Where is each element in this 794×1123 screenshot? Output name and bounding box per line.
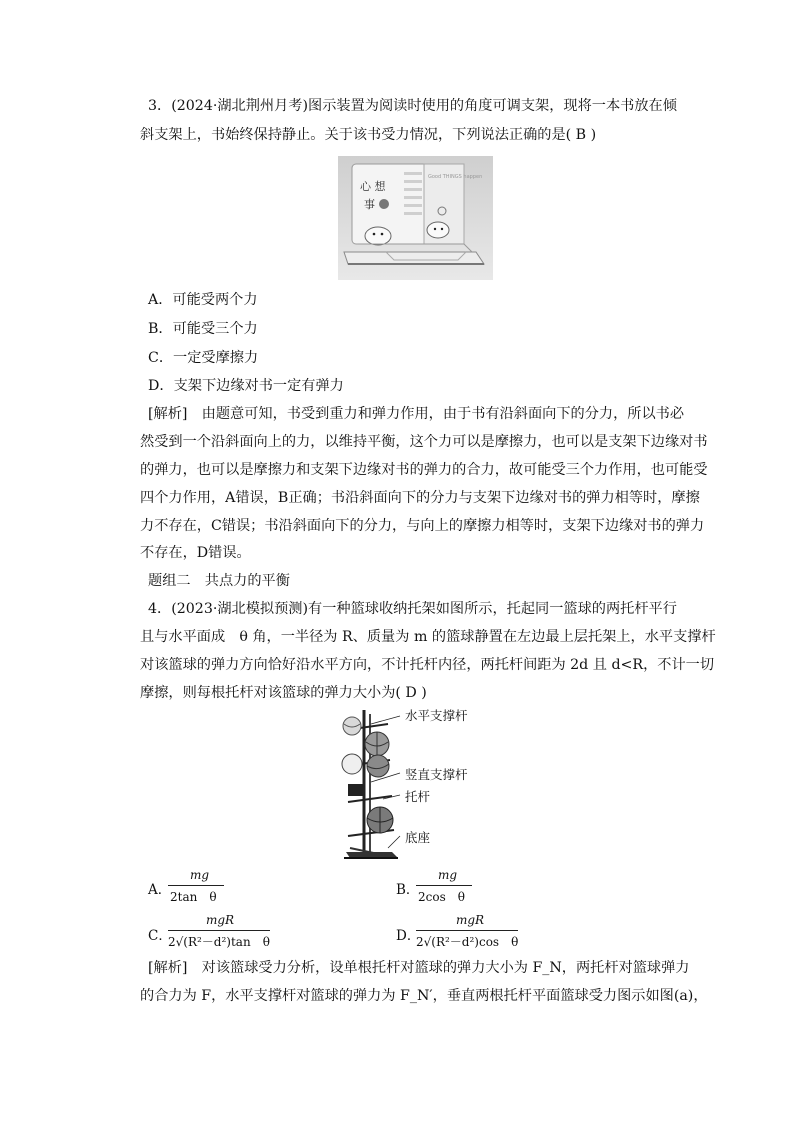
q4-option-a-fraction-bar [168, 885, 224, 886]
q3-analysis-line-6: 不存在，D错误。 [140, 545, 251, 561]
q4-option-b-denominator: 2cos θ [418, 890, 465, 904]
q4-option-b-prefix: B． [396, 882, 420, 898]
q3-analysis-line-3: 的弹力，也可以是摩擦力和支架下边缘对书的弹力的合力，故可能受三个力作用，也可能受 [140, 462, 708, 478]
q4-analysis-line-1: [解析] 对该篮球受力分析，设单根托杆对篮球的弹力大小为 F_N，两托杆对篮球弹力 [148, 960, 690, 976]
q4-option-b-fraction-bar [416, 885, 472, 886]
q4-option-c-denominator: 2√(R²－d²)tan θ [168, 935, 270, 949]
q4-option-b-numerator: mg [438, 868, 458, 882]
label-horizontal-rod: 水平支撑杆 [405, 708, 468, 723]
q4-option-d-fraction-bar [416, 930, 518, 931]
q4-stem-line-2: 且与水平面成 θ 角，一半径为 R、质量为 m 的篮球静置在左边最上层托架上，水平支撑杆 [140, 629, 716, 645]
q4-stem-line-3: 对该篮球的弹力方向恰好沿水平方向，不计托杆内径，两托杆间距为 2d 且 d<R，不计一切 [140, 657, 715, 673]
q4-option-a-numerator: mg [190, 868, 210, 882]
q3-option-b: B．可能受三个力 [148, 321, 258, 337]
q3-analysis-line-5: 力不存在，C错误；书沿斜面向下的分力，与向上的摩擦力相等时，支架下边缘对书的弹力 [140, 518, 705, 534]
section-heading: 题组二 共点力的平衡 [148, 573, 290, 589]
q4-option-d-denominator: 2√(R²－d²)cos θ [416, 935, 519, 949]
q3-analysis-line-4: 四个力作用，A错误，B正确；书沿斜面向下的分力与支架下边缘对书的弹力相等时，摩擦 [140, 490, 700, 506]
q4-stem-line-1: 4．(2023·湖北模拟预测)有一种篮球收纳托架如图所示，托起同一篮球的两托杆平行 [148, 601, 677, 617]
q3-option-c: C．一定受摩擦力 [148, 350, 259, 366]
q4-option-c-fraction-bar [168, 930, 270, 931]
q3-option-a: A．可能受两个力 [148, 292, 258, 308]
q4-stem-line-4: 摩擦，则每根托杆对该篮球的弹力大小为( D ) [140, 685, 427, 701]
q3-analysis-line-2: 然受到一个沿斜面向上的力，以维持平衡，这个力可以是摩擦力，也可以是支架下边缘对书 [140, 434, 708, 450]
q3-stem-line-1: 3．(2024·湖北荆州月考)图示装置为阅读时使用的角度可调支架，现将一本书放在倾 [148, 98, 677, 114]
q4-option-a-denominator: 2tan θ [170, 890, 217, 904]
label-base: 底座 [405, 830, 431, 845]
stand-text-1: 心 想 [360, 180, 386, 193]
q3-option-d: D．支架下边缘对书一定有弹力 [148, 378, 344, 394]
q4-analysis-line-2: 的合力为 F，水平支撑杆对篮球的弹力为 F_N′，垂直两根托杆平面篮球受力图示如图(a)， [140, 988, 708, 1004]
stand-text-3: Good THINGS happen [428, 174, 483, 180]
q3-analysis-line-1: [解析] 由题意可知，书受到重力和弹力作用，由于书有沿斜面向下的分力，所以书必 [148, 406, 685, 422]
stand-text-2: 事 [364, 198, 375, 211]
label-support-rod: 托杆 [405, 789, 431, 804]
q4-option-c-prefix: C． [148, 928, 172, 944]
q3-stem-line-2: 斜支架上，书始终保持静止。关于该书受力情况，下列说法正确的是( B ) [140, 127, 597, 143]
label-vertical-rod: 竖直支撑杆 [405, 767, 468, 782]
q4-option-d-numerator: mgR [456, 913, 485, 927]
q4-option-d-prefix: D． [396, 928, 421, 944]
q4-option-a-prefix: A． [148, 882, 172, 898]
q4-option-c-numerator: mgR [206, 913, 235, 927]
